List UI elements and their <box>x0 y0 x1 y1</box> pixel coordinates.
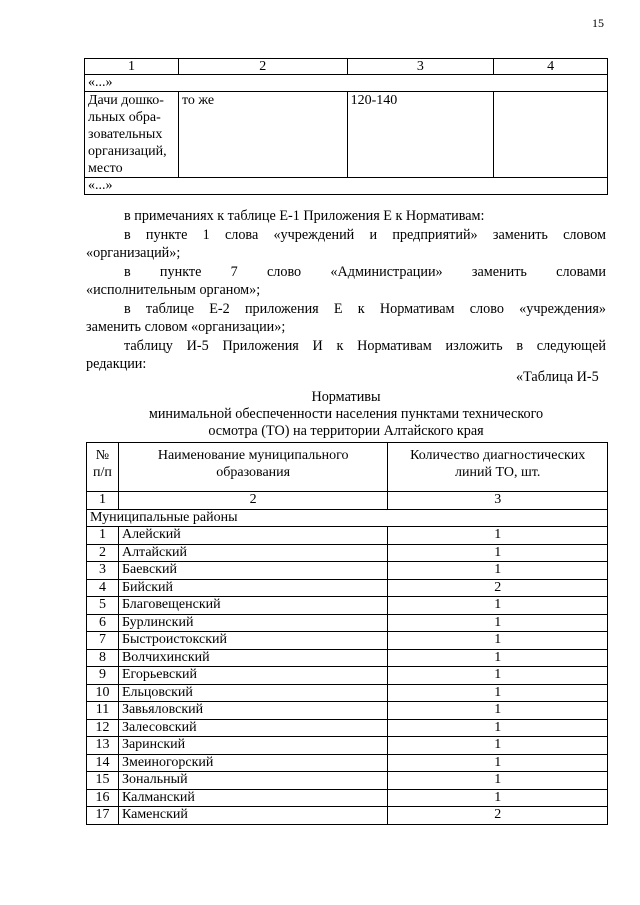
empty-cell <box>494 92 608 178</box>
row-number: 16 <box>87 789 119 807</box>
line-count: 1 <box>388 772 608 790</box>
ellipsis-row <box>85 75 608 92</box>
header-count: Количество диагностических линий ТО, шт. <box>388 443 608 492</box>
line-count: 1 <box>388 684 608 702</box>
table-row <box>87 772 608 790</box>
district-name: Волчихинский <box>118 649 387 667</box>
facility-line: зовательных <box>88 127 163 142</box>
line-count: 2 <box>388 807 608 825</box>
table-row <box>87 684 608 702</box>
table-row <box>87 702 608 720</box>
district-name: Егорьевский <box>118 667 387 685</box>
row-number: 10 <box>87 684 119 702</box>
line-count: 1 <box>388 702 608 720</box>
table-row <box>87 807 608 825</box>
column-index: 3 <box>388 492 608 510</box>
row-number: 14 <box>87 754 119 772</box>
table-row <box>87 614 608 632</box>
line-count: 1 <box>388 614 608 632</box>
ellipsis-cell: «...» <box>85 178 608 195</box>
row-number: 6 <box>87 614 119 632</box>
paragraph-line: в пункте 1 слова «учреждений и предприятий» заменить словом <box>124 226 606 243</box>
paragraph-line: заменить словом «организации»; <box>86 319 286 335</box>
section-row <box>87 509 608 527</box>
district-name: Залесовский <box>118 719 387 737</box>
title-line: минимальной обеспеченности населения пунктами технического <box>148 406 544 422</box>
ellipsis-row <box>85 178 608 195</box>
row-number: 13 <box>87 737 119 755</box>
title-line: Нормативы <box>311 389 381 405</box>
district-name: Заринский <box>118 737 387 755</box>
line-count: 1 <box>388 597 608 615</box>
index-row <box>87 492 608 510</box>
table-row <box>87 597 608 615</box>
row-number: 11 <box>87 702 119 720</box>
header-name: Наименование муниципального образования <box>118 443 387 492</box>
line-count: 1 <box>388 632 608 650</box>
district-name: Змеиногорский <box>118 754 387 772</box>
column-index: 3 <box>347 59 494 75</box>
table-row <box>87 544 608 562</box>
district-name: Благовещенский <box>118 597 387 615</box>
table-title <box>86 389 606 440</box>
table-row <box>87 562 608 580</box>
row-number: 7 <box>87 632 119 650</box>
district-name: Баевский <box>118 562 387 580</box>
district-name: Калманский <box>118 789 387 807</box>
line-count: 1 <box>388 649 608 667</box>
amendment-text <box>86 208 606 375</box>
table-header-row <box>85 59 608 75</box>
continuation-table <box>84 58 608 195</box>
table-row <box>87 754 608 772</box>
table-header-row <box>87 443 608 492</box>
facility-line: Дачи дошко- <box>88 93 164 108</box>
table-row <box>87 667 608 685</box>
table-row <box>87 649 608 667</box>
page-number: 15 <box>592 16 604 30</box>
same-cell: то же <box>178 92 347 178</box>
district-name: Бурлинский <box>118 614 387 632</box>
row-number: 9 <box>87 667 119 685</box>
line-count: 1 <box>388 667 608 685</box>
column-index: 2 <box>178 59 347 75</box>
line-count: 1 <box>388 527 608 545</box>
row-number: 17 <box>87 807 119 825</box>
row-number: 1 <box>87 527 119 545</box>
row-number: 15 <box>87 772 119 790</box>
table-reference: «Таблица И-5 <box>516 369 599 385</box>
facility-line: место <box>88 161 123 176</box>
paragraph-line: «организаций»; <box>86 245 181 261</box>
row-number: 12 <box>87 719 119 737</box>
district-name: Зональный <box>118 772 387 790</box>
row-number: 4 <box>87 579 119 597</box>
paragraph-line: в таблице Е-2 приложения Е к Нормативам слово «учреждения» <box>124 300 606 317</box>
table-row <box>87 632 608 650</box>
paragraph-line: «исполнительным органом»; <box>86 282 261 298</box>
table-row <box>87 737 608 755</box>
value-cell: 120-140 <box>347 92 494 178</box>
table-row <box>87 719 608 737</box>
column-index: 2 <box>118 492 387 510</box>
table-row <box>87 527 608 545</box>
facility-cell <box>85 92 179 178</box>
line-count: 1 <box>388 719 608 737</box>
district-name: Быстроистокский <box>118 632 387 650</box>
title-line: осмотра (ТО) на территории Алтайского края <box>208 423 484 439</box>
district-name: Завьяловский <box>118 702 387 720</box>
row-number: 2 <box>87 544 119 562</box>
district-name: Каменский <box>118 807 387 825</box>
line-count: 1 <box>388 562 608 580</box>
ellipsis-cell: «...» <box>85 75 608 92</box>
paragraph-line: таблицу И-5 Приложения И к Нормативам изложить в следующей <box>124 337 606 354</box>
column-index: 4 <box>494 59 608 75</box>
section-label: Муниципальные районы <box>87 509 608 527</box>
district-name: Алейский <box>118 527 387 545</box>
header-number: № п/п <box>87 443 119 492</box>
column-index: 1 <box>85 59 179 75</box>
line-count: 1 <box>388 754 608 772</box>
paragraph: в примечаниях к таблице Е-1 Приложения Е к Нормативам: <box>124 208 485 224</box>
facility-line: организаций, <box>88 144 167 159</box>
district-name: Бийский <box>118 579 387 597</box>
row-number: 5 <box>87 597 119 615</box>
norms-table <box>86 442 608 825</box>
row-number: 3 <box>87 562 119 580</box>
paragraph-line: редакции: <box>86 356 147 372</box>
table-row <box>87 579 608 597</box>
line-count: 1 <box>388 544 608 562</box>
line-count: 1 <box>388 737 608 755</box>
line-count: 1 <box>388 789 608 807</box>
district-name: Ельцовский <box>118 684 387 702</box>
paragraph-line: в пункте 7 слово «Администрации» заменить словами <box>124 263 606 280</box>
row-number: 8 <box>87 649 119 667</box>
district-name: Алтайский <box>118 544 387 562</box>
line-count: 2 <box>388 579 608 597</box>
table-row <box>87 789 608 807</box>
facility-line: льных обра- <box>88 110 161 125</box>
column-index: 1 <box>87 492 119 510</box>
table-row <box>85 92 608 178</box>
